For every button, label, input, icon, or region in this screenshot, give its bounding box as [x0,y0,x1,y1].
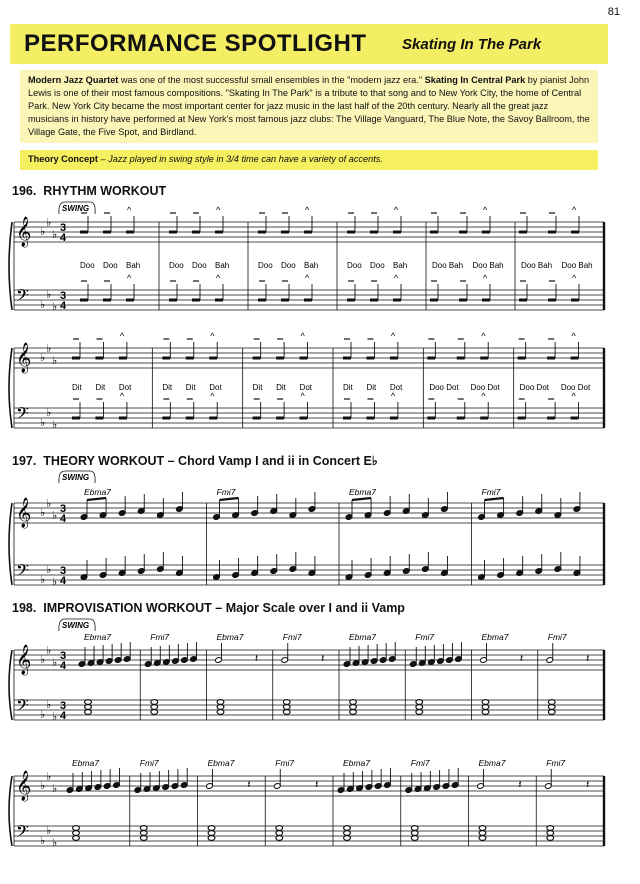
lyric-syllable: Dot [209,383,222,392]
lyric-syllable: Bah [304,261,319,270]
treble-clef-icon: 𝄞 [16,343,32,373]
accent-mark: ^ [300,331,305,341]
chord-symbol: Ebma7 [72,758,99,768]
time-sig-top: 3 [60,222,67,234]
accent-mark: ^ [305,205,310,215]
chord-note [140,836,147,841]
bass-staff [14,700,604,720]
beam [485,498,504,500]
accent-mark: ^ [300,391,305,401]
chord-note [283,710,290,715]
chord-note [416,705,423,710]
accent-mark: ^ [210,391,215,401]
chord-note [547,836,554,841]
lyric-syllable: Doo Dot [560,383,591,392]
lyric-syllable: Dot [118,383,132,392]
rest-icon: 𝄽 [254,652,259,665]
lyric-syllable: Dit [366,383,377,392]
flat-icon: ♭ [40,225,46,238]
chord-note [482,705,489,710]
lyric-syllable: Doo [169,261,184,270]
lyric-syllable: Doo [103,261,118,270]
lyric-syllable: Bah [215,261,230,270]
lyric-syllable: Doo [347,261,362,270]
lyric-syllable: Dit [252,383,263,392]
treble-staff [14,776,604,796]
flat-icon: ♭ [46,770,52,783]
bass-clef-icon: 𝄢 [16,821,29,845]
chord-symbol: Fmi7 [139,758,159,768]
lyric-syllable: Doo [192,261,207,270]
theory-text: – Jazz played in swing style in 3/4 time can have a variety of accents. [97,154,383,164]
page-subtitle: Skating In The Park [402,36,542,53]
rest-icon: 𝄽 [519,652,524,665]
chord-note [151,700,158,705]
beam [352,498,371,500]
accent-mark: ^ [119,391,125,401]
exercise-title: THEORY WORKOUT [43,454,165,468]
chord-note [547,826,554,831]
theory-label: Theory Concept [28,154,98,164]
chord-note [140,826,147,831]
time-sig-top: 3 [60,290,67,302]
chord-symbol: Fmi7 [275,758,295,768]
page-number: 81 [607,6,620,18]
accent-mark: ^ [119,331,125,341]
time-sig-top: 3 [60,503,67,515]
accent-mark: ^ [390,391,396,401]
flat-icon: ♭ [52,418,58,431]
lyric-syllable: Dit [72,383,82,392]
time-sig-bottom: 4 [60,710,67,722]
chord-note [217,700,224,705]
flat-icon: ♭ [52,228,58,241]
treble-clef-icon: 𝄞 [16,771,32,801]
exercise-number: 196. [12,184,37,198]
chord-symbol: Fmi7 [415,632,435,642]
chord-note [548,700,555,705]
chord-note [482,710,489,715]
bass-clef-icon: 𝄢 [16,285,29,309]
chord-note [283,700,290,705]
time-sig-bottom: 4 [60,660,67,672]
chord-note [416,700,423,705]
chord-note [479,826,486,831]
rest-icon: 𝄽 [586,778,590,791]
chord-note [85,710,92,715]
chord-symbol: Fmi7 [547,632,567,642]
chord-symbol: Fmi7 [546,758,566,768]
chord-symbol: Fmi7 [481,487,501,497]
lyric-syllable: Dot [389,383,403,392]
accent-mark: ^ [483,273,488,283]
flat-icon: ♭ [46,698,52,711]
chord-note [344,826,351,831]
flat-icon: ♭ [40,708,46,721]
accent-mark: ^ [394,273,399,283]
exercise-number: 198. [12,601,37,615]
flat-icon: ♭ [40,506,46,519]
time-sig-bottom: 4 [60,300,67,312]
chord-note [208,831,215,836]
chord-note [411,836,418,841]
chord-note [479,836,486,841]
chord-note [482,700,489,705]
chord-note [208,836,215,841]
chord-note [276,826,283,831]
bass-clef-icon: 𝄢 [16,403,29,427]
accent-mark: ^ [481,391,486,401]
chord-symbol: Ebma7 [478,758,506,768]
flat-icon: ♭ [40,351,46,364]
chord-symbol: Fmi7 [216,487,236,497]
chord-symbol: Ebma7 [207,758,235,768]
chord-symbol: Fmi7 [410,758,430,768]
chord-note [344,831,351,836]
lyric-syllable: Doo Bah [472,261,504,270]
lyric-syllable: Dit [343,383,353,392]
flat-icon: ♭ [52,575,58,588]
rest-icon: 𝄽 [518,778,522,791]
chord-symbol: Ebma7 [216,632,244,642]
lyric-syllable: Dit [95,383,106,392]
time-sig-bottom: 4 [60,513,67,525]
accent-mark: ^ [216,273,221,283]
flat-icon: ♭ [40,834,46,847]
system-brace [9,503,12,585]
system-brace [9,650,12,720]
flat-icon: ♭ [46,644,52,657]
chord-symbol: Ebma7 [349,632,376,642]
lyric-syllable: Bah [126,261,141,270]
flat-icon: ♭ [52,836,58,849]
lyric-syllable: Bah [393,261,408,270]
flat-icon: ♭ [40,573,46,586]
chord-symbol: Ebma7 [343,758,370,768]
chord-symbol: Ebma7 [84,487,111,497]
chord-note [350,700,357,705]
chord-note [85,705,92,710]
lyric-syllable: Doo Dot [470,383,500,392]
chord-note [344,836,351,841]
chord-note [85,700,92,705]
flat-icon: ♭ [46,497,52,510]
accent-mark: ^ [127,205,132,215]
rest-icon: 𝄽 [586,652,590,665]
accent-mark: ^ [216,205,221,215]
accent-mark: ^ [571,331,576,341]
treble-clef-icon: 𝄞 [16,645,32,675]
flat-icon: ♭ [52,782,58,795]
flat-icon: ♭ [40,416,46,429]
flat-icon: ♭ [40,653,46,666]
chord-note [217,710,224,715]
accent-mark: ^ [390,331,396,341]
bass-clef-icon: 𝄢 [16,695,29,719]
time-sig-bottom: 4 [60,232,67,244]
flat-icon: ♭ [52,300,58,313]
lyric-syllable: Doo [281,261,296,270]
chord-note [548,705,555,710]
lyric-syllable: Dot [299,383,313,392]
chord-note [548,710,555,715]
band-name: Modern Jazz Quartet [28,75,119,85]
flat-icon: ♭ [46,563,52,576]
treble-clef-icon: 𝄞 [16,498,32,528]
chord-note [151,710,158,715]
lyric-syllable: Doo Dot [429,383,459,392]
flat-icon: ♭ [52,656,58,669]
accent-mark: ^ [572,205,577,215]
rest-icon: 𝄽 [321,652,325,665]
time-sig-top: 3 [60,650,67,662]
intro-text-2: by pianist John Lewis is one of their most famous compositions. "Skating In The Park" is a tribute to that song and to New York City, the home of Central Park. New York City became the most important center for jazz music in the last half of the 20th century. Nearly all the great jazz musicians in history have performed at New York's most famous jazz clubs: The Village Vanguard, The Blue Note, the Savoy Ballroom, the Village Gate, the Five Spot, and Birdland. [28,75,590,137]
exercise-subtitle: – Major Scale over I and ii Vamp [211,601,405,615]
flat-icon: ♭ [46,288,52,301]
intro-text-1: was one of the most successful small ensembles in the "modern jazz era." [118,75,425,85]
swing-label: SWING [62,621,90,630]
exercise-number: 197. [12,454,37,468]
time-sig-top: 3 [60,565,67,577]
beam [87,498,106,500]
lyric-syllable: Dit [185,383,196,392]
flat-icon: ♭ [52,509,58,522]
lyric-syllable: Doo [80,261,95,270]
chord-note [276,836,283,841]
lyric-syllable: Doo [370,261,385,270]
chord-symbol: Fmi7 [282,632,302,642]
chord-note [73,826,80,831]
lyric-syllable: Doo Bah [432,261,464,270]
rest-icon: 𝄽 [315,778,319,791]
system-brace [9,222,12,310]
flat-icon: ♭ [46,342,52,355]
lyric-syllable: Dit [162,383,173,392]
exercise-title: RHYTHM WORKOUT [43,184,167,198]
system-brace [9,776,12,846]
treble-clef-icon: 𝄞 [16,217,32,247]
chord-note [350,705,357,710]
bass-staff [14,826,604,846]
exercise-title: IMPROVISATION WORKOUT [43,601,212,615]
chord-note [479,831,486,836]
flat-icon: ♭ [46,216,52,229]
exercise-subtitle: – Chord Vamp I and ii in Concert E♭ [164,454,378,468]
accent-mark: ^ [305,273,310,283]
accent-mark: ^ [210,331,215,341]
lyric-syllable: Doo [258,261,273,270]
accent-mark: ^ [483,205,488,215]
accent-mark: ^ [571,391,576,401]
accent-mark: ^ [127,273,132,283]
chord-note [411,826,418,831]
flat-icon: ♭ [46,406,52,419]
chord-note [547,831,554,836]
chord-symbol: Ebma7 [349,487,376,497]
chord-note [283,705,290,710]
chord-note [416,710,423,715]
chord-note [151,705,158,710]
chord-note [411,831,418,836]
lyric-syllable: Doo Bah [521,261,553,270]
swing-label: SWING [62,204,90,213]
bass-clef-icon: 𝄢 [16,560,29,584]
accent-mark: ^ [481,331,486,341]
flat-icon: ♭ [40,298,46,311]
lyric-syllable: Doo Dot [519,383,550,392]
time-sig-bottom: 4 [60,575,67,587]
page-title: PERFORMANCE SPOTLIGHT [24,30,367,57]
chord-note [73,831,80,836]
chord-note [140,831,147,836]
flat-icon: ♭ [52,710,58,723]
accent-mark: ^ [394,205,399,215]
song-name: Skating In Central Park [424,75,526,85]
system-brace [9,348,12,428]
flat-icon: ♭ [40,779,46,792]
lyric-syllable: Doo Bah [561,261,593,270]
swing-label: SWING [62,473,90,482]
time-sig-top: 3 [60,700,67,712]
accent-mark: ^ [572,273,577,283]
chord-symbol: Ebma7 [481,632,509,642]
chord-symbol: Fmi7 [150,632,170,642]
chord-symbol: Ebma7 [84,632,111,642]
rest-icon: 𝄽 [247,778,251,791]
beam [220,498,239,500]
chord-note [350,710,357,715]
chord-note [276,831,283,836]
chord-note [73,836,80,841]
flat-icon: ♭ [46,824,52,837]
chord-note [208,826,215,831]
flat-icon: ♭ [52,354,58,367]
chord-note [217,705,224,710]
lyric-syllable: Dit [276,383,286,392]
